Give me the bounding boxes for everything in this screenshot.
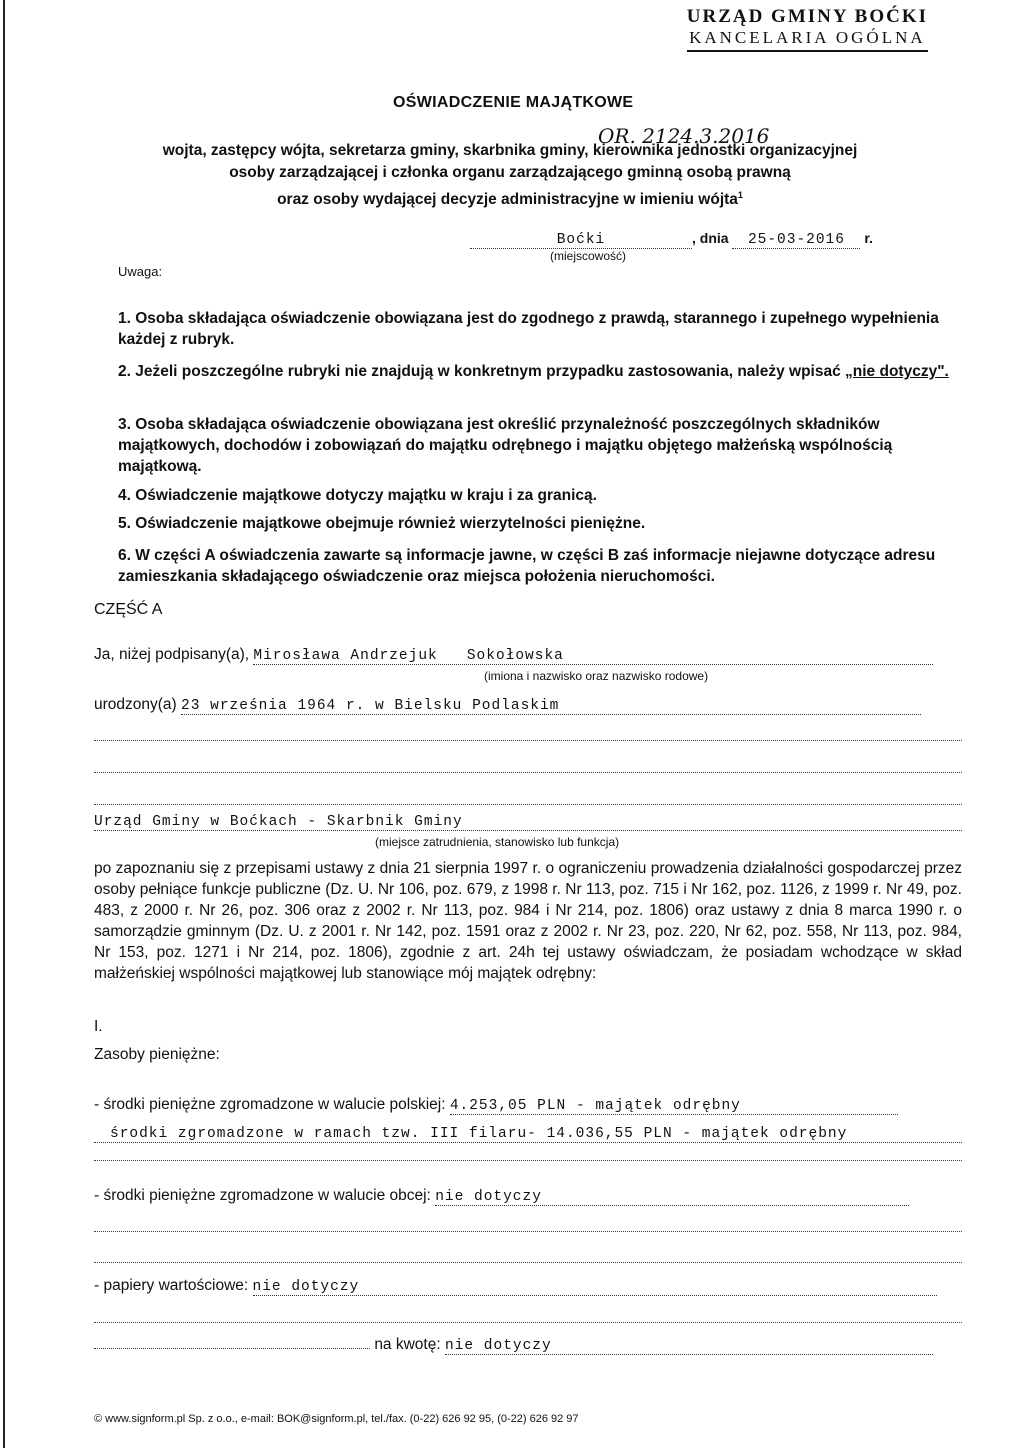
foreign-field[interactable]: nie dotyczy <box>435 1189 909 1206</box>
subtitle-line-2: osoby zarządzającej i członka organu zarządzającego gminną osobą prawną <box>229 164 791 181</box>
pln-field-2[interactable]: środki zgromadzone w ramach tzw. III filaru- 14.036,55 PLN - majątek odrębny <box>94 1126 962 1143</box>
subtitle-line-3-text: oraz osoby wydającej decyzje administracyjne w imieniu wójta <box>277 191 738 209</box>
place-field[interactable]: Boćki <box>470 232 692 249</box>
blank-line[interactable] <box>94 772 962 773</box>
scan-edge <box>3 0 5 1448</box>
name-caption: (imiona i nazwisko oraz nazwisko rodowe) <box>484 669 709 683</box>
blank-line[interactable] <box>94 804 962 805</box>
place-caption: (miejscowość) <box>550 249 627 263</box>
signed-row <box>94 646 933 665</box>
section-1-heading: Zasoby pieniężne: <box>94 1046 220 1063</box>
amount-prefix-line[interactable] <box>94 1348 370 1349</box>
stamp-line-1: URZĄD GMINY BOĆKI <box>686 6 928 27</box>
pln-field[interactable]: 4.253,05 PLN - majątek odrębny <box>450 1098 898 1115</box>
footnote-marker: 1 <box>737 190 743 200</box>
note-number: 2. <box>118 363 131 380</box>
born-row <box>94 696 921 715</box>
note-number: 1. <box>118 310 131 327</box>
footer: © www.signform.pl Sp. z o.o., e-mail: BOK@signform.pl, tel./fax. (0-22) 626 92 95, (0-22) 626 92 97 <box>94 1413 579 1425</box>
year-suffix: r. <box>864 230 873 246</box>
blank-line[interactable] <box>94 1262 962 1263</box>
section-1-number: I. <box>94 1018 103 1035</box>
name-field[interactable]: Mirosława Andrzejuk Sokołowska <box>253 648 933 665</box>
blank-line[interactable] <box>94 1231 962 1232</box>
born-label: urodzony(a) <box>94 696 177 713</box>
securities-label: - papiery wartościowe: <box>94 1277 249 1294</box>
page-title: OŚWIADCZENIE MAJĄTKOWE <box>393 94 634 111</box>
blank-line[interactable] <box>94 1322 962 1323</box>
subtitle-line-3 <box>90 184 930 211</box>
note-number: 3. <box>118 416 131 433</box>
securities-row <box>94 1277 937 1296</box>
uwaga-label: Uwaga: <box>118 264 163 279</box>
note-number: 5. <box>118 515 131 532</box>
note-2 <box>118 361 958 382</box>
amount-label: na kwotę: <box>374 1336 441 1353</box>
pln-label: - środki pieniężne zgromadzone w walucie polskiej: <box>94 1096 446 1113</box>
date-field[interactable]: 25-03-2016 <box>732 232 860 249</box>
note-text: Jeżeli poszczególne rubryki nie znajdują w konkretnym przypadku zastosowania, należy wpisać <box>135 363 841 380</box>
note-5 <box>118 513 958 534</box>
amount-row <box>94 1336 933 1355</box>
employer-row <box>94 812 962 831</box>
pln-row <box>94 1096 898 1115</box>
note-text: W części A oświadczenia zawarte są informacje jawne, w części B zaś informacje niejawne dotyczące adresu zamieszkania składającego oświadczenie oraz miejsca położenia nieruchomości. <box>118 547 936 585</box>
foreign-row <box>94 1187 909 1206</box>
foreign-label: - środki pieniężne zgromadzone w walucie obcej: <box>94 1187 431 1204</box>
blank-line[interactable] <box>94 740 962 741</box>
pln-row-2 <box>94 1124 962 1143</box>
legal-paragraph: po zapoznaniu się z przepisami ustawy z dnia 21 sierpnia 1997 r. o ograniczeniu prowadzenia działalności gospodarczej przez osoby pełniące funkcje publiczne (Dz. U. Nr 106, poz. 679, z 1998 r. Nr 113, poz. 715 i Nr 162, poz. 1126, z 1999 r. Nr 49, poz. 483, z 2000 r. Nr 26, poz. 306 oraz z 2002 r. Nr 113, poz. 984 i Nr 214, poz. 1806) oraz ustawy z dnia 8 marca 1990 r. o samorządzie gminnym (Dz. U. z 2001 r. Nr 142, poz. 1591 oraz z 2002 r. Nr 23, poz. 220, Nr 62, poz. 558, Nr 113, poz. 984, Nr 153, poz. 1271 i Nr 214, poz. 1806), zgodnie z art. 24h tej ustawy oświadczam, że posiadam wchodzące w skład małżeńskiej wspólności majątkowej lub stanowiące mój majątek odrębny: <box>94 860 962 982</box>
date-label: , dnia <box>692 230 729 246</box>
note-tail: „nie dotyczy". <box>845 363 949 380</box>
note-text: Oświadczenie majątkowe dotyczy majątku w kraju i za granicą. <box>135 487 597 504</box>
note-3 <box>118 414 958 477</box>
subtitle-line-1: wojta, zastępcy wójta, sekretarza gminy, skarbnika gminy, kierownika jednostki organizacyjnej <box>162 142 858 159</box>
employer-field[interactable]: Urząd Gminy w Boćkach - Skarbnik Gminy <box>94 814 962 831</box>
note-4 <box>118 485 958 506</box>
note-text: Osoba składająca oświadczenie obowiązana jest do zgodnego z prawdą, starannego i zupełnego wypełnienia każdej z rubryk. <box>118 310 939 348</box>
note-text: Oświadczenie majątkowe obejmuje również wierzytelności pieniężne. <box>135 515 646 532</box>
note-number: 6. <box>118 547 131 564</box>
signed-label: Ja, niżej podpisany(a), <box>94 646 250 663</box>
place-date-row <box>470 230 960 263</box>
handwritten-reference: OR. 2124.3.2016 <box>598 124 770 148</box>
stamp-line-2: KANCELARIA OGÓLNA <box>687 28 928 52</box>
note-text: Osoba składająca oświadczenie obowiązana jest określić przynależność poszczególnych składników majątkowych, dochodów i zobowiązań do majątku odrębnego i majątku objętego małżeńską wspólnością majątkową. <box>118 416 893 475</box>
office-stamp <box>687 6 928 52</box>
birth-field[interactable]: 23 września 1964 r. w Bielsku Podlaskim <box>181 698 921 715</box>
blank-line[interactable] <box>94 1160 962 1161</box>
section-heading: CZĘŚĆ A <box>94 601 163 618</box>
securities-field[interactable]: nie dotyczy <box>253 1279 937 1296</box>
subtitle <box>90 140 930 211</box>
amount-field[interactable]: nie dotyczy <box>445 1338 933 1355</box>
note-1 <box>118 308 958 350</box>
note-6 <box>118 545 958 587</box>
note-number: 4. <box>118 487 131 504</box>
employer-caption: (miejsce zatrudnienia, stanowisko lub funkcja) <box>375 835 620 849</box>
